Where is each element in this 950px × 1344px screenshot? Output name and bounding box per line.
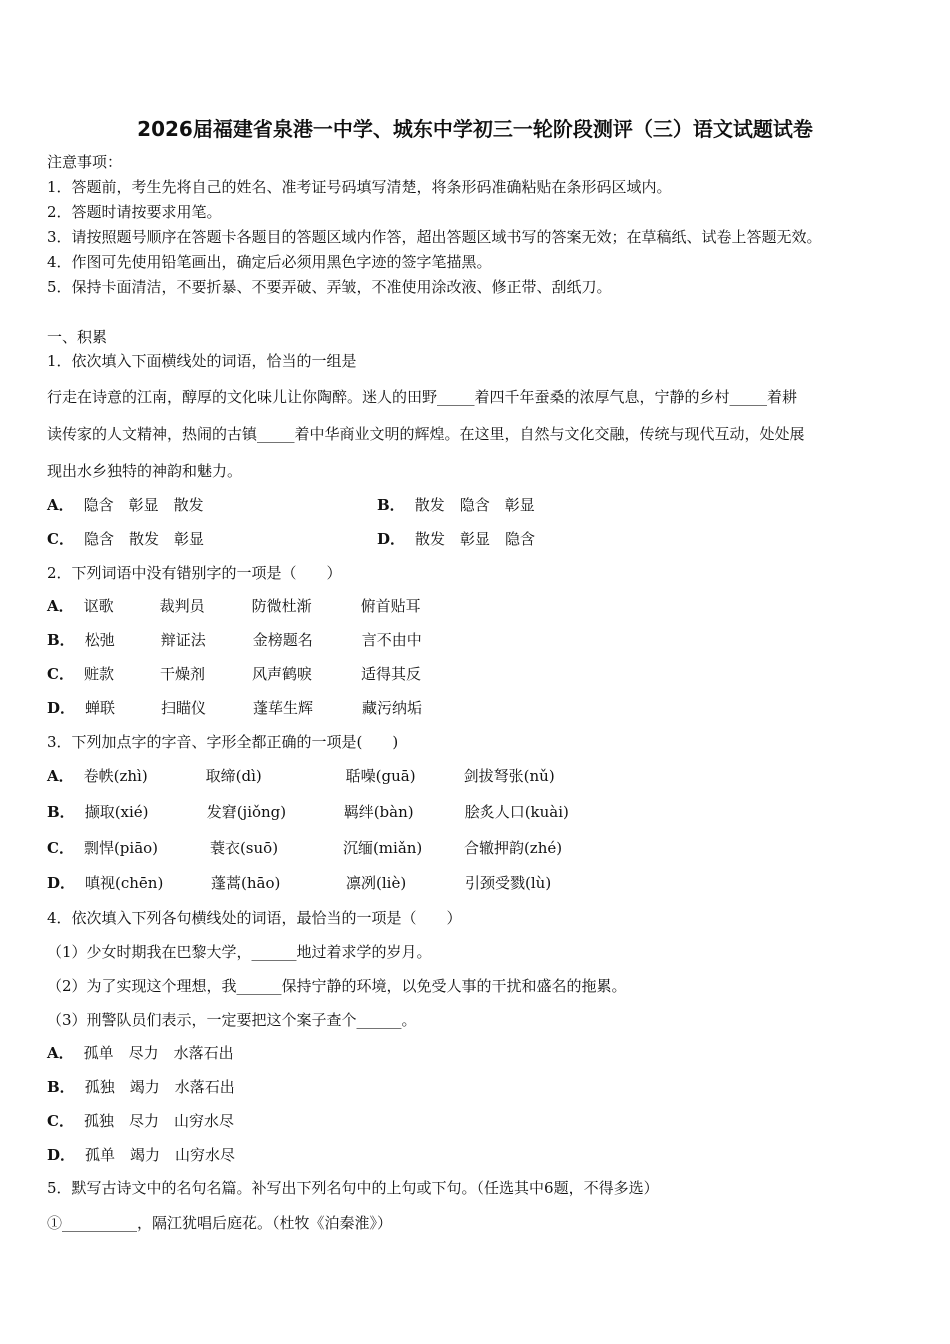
option-label: C． xyxy=(47,839,74,857)
option-word: 合辙押韵(zhé) xyxy=(463,839,563,857)
option-word: 金榜题名 xyxy=(252,631,313,649)
option-word: 干燥剂 xyxy=(159,665,205,683)
page-title: 2026届福建省泉港一中学、城东中学初三一轮阶段测评（三）语文试题试卷 xyxy=(137,117,813,141)
option-label: B． xyxy=(47,1078,75,1096)
option-word: 沉缅(miǎn) xyxy=(342,839,423,857)
option-label: B． xyxy=(47,631,75,649)
option-d xyxy=(377,529,535,549)
sentence: （3）刑警队员们表示，一定要把这个案子查个______。 xyxy=(47,1011,417,1029)
option-d xyxy=(47,873,551,893)
option-text: 隐含 散发 彰显 xyxy=(83,530,204,548)
option-word: 取缔(dì) xyxy=(205,767,262,785)
option-word: 凛冽(liè) xyxy=(346,874,407,892)
option-word: 辩证法 xyxy=(160,631,206,649)
notice-item: 4．作图可先使用铅笔画出，确定后必须用黑色字迹的签字笔描黑。 xyxy=(47,253,492,271)
option-word: 聒噪(guā) xyxy=(345,767,416,785)
option-word: 扫瞄仪 xyxy=(161,699,207,717)
option-word: 蝉联 xyxy=(85,699,116,717)
option-word: 风声鹤唳 xyxy=(251,665,312,683)
option-word: 蓬荜生辉 xyxy=(253,699,314,717)
option-word: 脍炙人口(kuài) xyxy=(464,803,569,821)
notice-item: 5．保持卡面清洁，不要折暴、不要弄破、弄皱，不准使用涂改液、修正带、刮纸刀。 xyxy=(47,278,612,296)
passage-line: 读传家的人文精神，热闹的古镇_____着中华商业文明的辉煌。在这里，自然与文化交融，传统与现代互动，处处展 xyxy=(47,425,805,443)
notice-item: 3．请按照题号顺序在答题卡各题目的答题区域内作答，超出答题区域书写的答案无效；在草稿纸、试卷上答题无效。 xyxy=(47,228,822,246)
question-stem: 4．依次填入下列各句横线处的词语，最恰当的一项是（ ） xyxy=(47,909,462,927)
option-text: 隐含 彰显 散发 xyxy=(83,496,204,514)
option-c xyxy=(47,529,204,549)
option-d xyxy=(47,698,422,718)
notice-item: 2．答题时请按要求用笔。 xyxy=(47,203,222,221)
option-b xyxy=(47,1077,235,1097)
option-a xyxy=(47,1043,234,1063)
option-a xyxy=(47,766,555,786)
option-word: 藏污纳垢 xyxy=(362,699,423,717)
option-b xyxy=(47,802,569,822)
question-stem: 3．下列加点字的字音、字形全都正确的一项是( ) xyxy=(47,733,399,751)
option-word: 剽悍(piāo) xyxy=(83,839,159,857)
notice-heading: 注意事项： xyxy=(47,153,123,171)
option-d xyxy=(47,1145,235,1165)
option-word: 蓑衣(suō) xyxy=(209,839,279,857)
option-label: D． xyxy=(377,530,406,548)
sentence: （1）少女时期我在巴黎大学，______地过着求学的岁月。 xyxy=(47,943,432,961)
option-word: 讴歌 xyxy=(83,597,114,615)
option-a xyxy=(47,495,204,515)
option-word: 卷帙(zhì) xyxy=(83,767,148,785)
option-c xyxy=(47,1111,234,1131)
option-word: 防微杜渐 xyxy=(251,597,312,615)
option-word: 俯首贴耳 xyxy=(360,597,421,615)
section-heading: 一、积累 xyxy=(47,328,108,346)
option-label: D． xyxy=(47,1146,76,1164)
passage-line: 现出水乡独特的神韵和魅力。 xyxy=(47,462,243,480)
option-b xyxy=(377,495,535,515)
question-stem: 5．默写古诗文中的名句名篇。补写出下列名句中的上句或下句。（任选其中6题，不得多选） xyxy=(47,1179,659,1197)
option-label: A． xyxy=(47,496,74,514)
option-label: A． xyxy=(47,1044,74,1062)
option-b xyxy=(47,630,422,650)
option-a xyxy=(47,596,421,616)
option-text: 散发 彰显 隐含 xyxy=(415,530,536,548)
option-word: 剑拔弩张(nǔ) xyxy=(463,767,555,785)
option-word: 赃款 xyxy=(83,665,114,683)
option-word: 裁判员 xyxy=(159,597,205,615)
option-c xyxy=(47,664,421,684)
passage-line: 行走在诗意的江南，醇厚的文化味儿让你陶醉。迷人的田野_____着四千年蚕桑的浓厚气息，宁静的乡村_____着耕 xyxy=(47,388,798,406)
option-text: 孤单 尽力 水落石出 xyxy=(83,1044,234,1062)
recitation-item: ①__________，隔江犹唱后庭花。（杜牧《泊秦淮》） xyxy=(47,1214,393,1232)
option-label: C． xyxy=(47,665,74,683)
option-label: A． xyxy=(47,597,74,615)
option-label: C． xyxy=(47,1112,74,1130)
option-label: C． xyxy=(47,530,74,548)
option-text: 孤独 竭力 水落石出 xyxy=(84,1078,235,1096)
sentence: （2）为了实现这个理想，我______保持宁静的环境，以免受人事的干扰和盛名的拖累。 xyxy=(47,977,627,995)
option-word: 发窘(jiǒng) xyxy=(206,803,287,821)
option-text: 孤单 竭力 山穷水尽 xyxy=(85,1146,236,1164)
option-label: B． xyxy=(377,496,405,514)
question-stem: 1．依次填入下面横线处的词语，恰当的一组是 xyxy=(47,352,357,370)
option-c xyxy=(47,838,562,858)
option-word: 松弛 xyxy=(84,631,115,649)
question-stem: 2．下列词语中没有错别字的一项是（ ） xyxy=(47,564,342,582)
option-word: 嗔视(chēn) xyxy=(85,874,164,892)
option-label: B． xyxy=(47,803,75,821)
option-word: 言不由中 xyxy=(361,631,422,649)
option-label: A． xyxy=(47,767,74,785)
option-label: D． xyxy=(47,699,76,717)
option-word: 适得其反 xyxy=(360,665,421,683)
option-text: 孤独 尽力 山穷水尽 xyxy=(83,1112,234,1130)
option-text: 散发 隐含 彰显 xyxy=(414,496,535,514)
option-word: 羁绊(bàn) xyxy=(343,803,414,821)
option-word: 引颈受戮(lù) xyxy=(465,874,552,892)
notice-item: 1．答题前，考生先将自己的姓名、准考证号码填写清楚，将条形码准确粘贴在条形码区域内。 xyxy=(47,178,672,196)
option-word: 蓬蒿(hāo) xyxy=(211,874,281,892)
option-label: D． xyxy=(47,874,76,892)
option-word: 撷取(xié) xyxy=(84,803,149,821)
